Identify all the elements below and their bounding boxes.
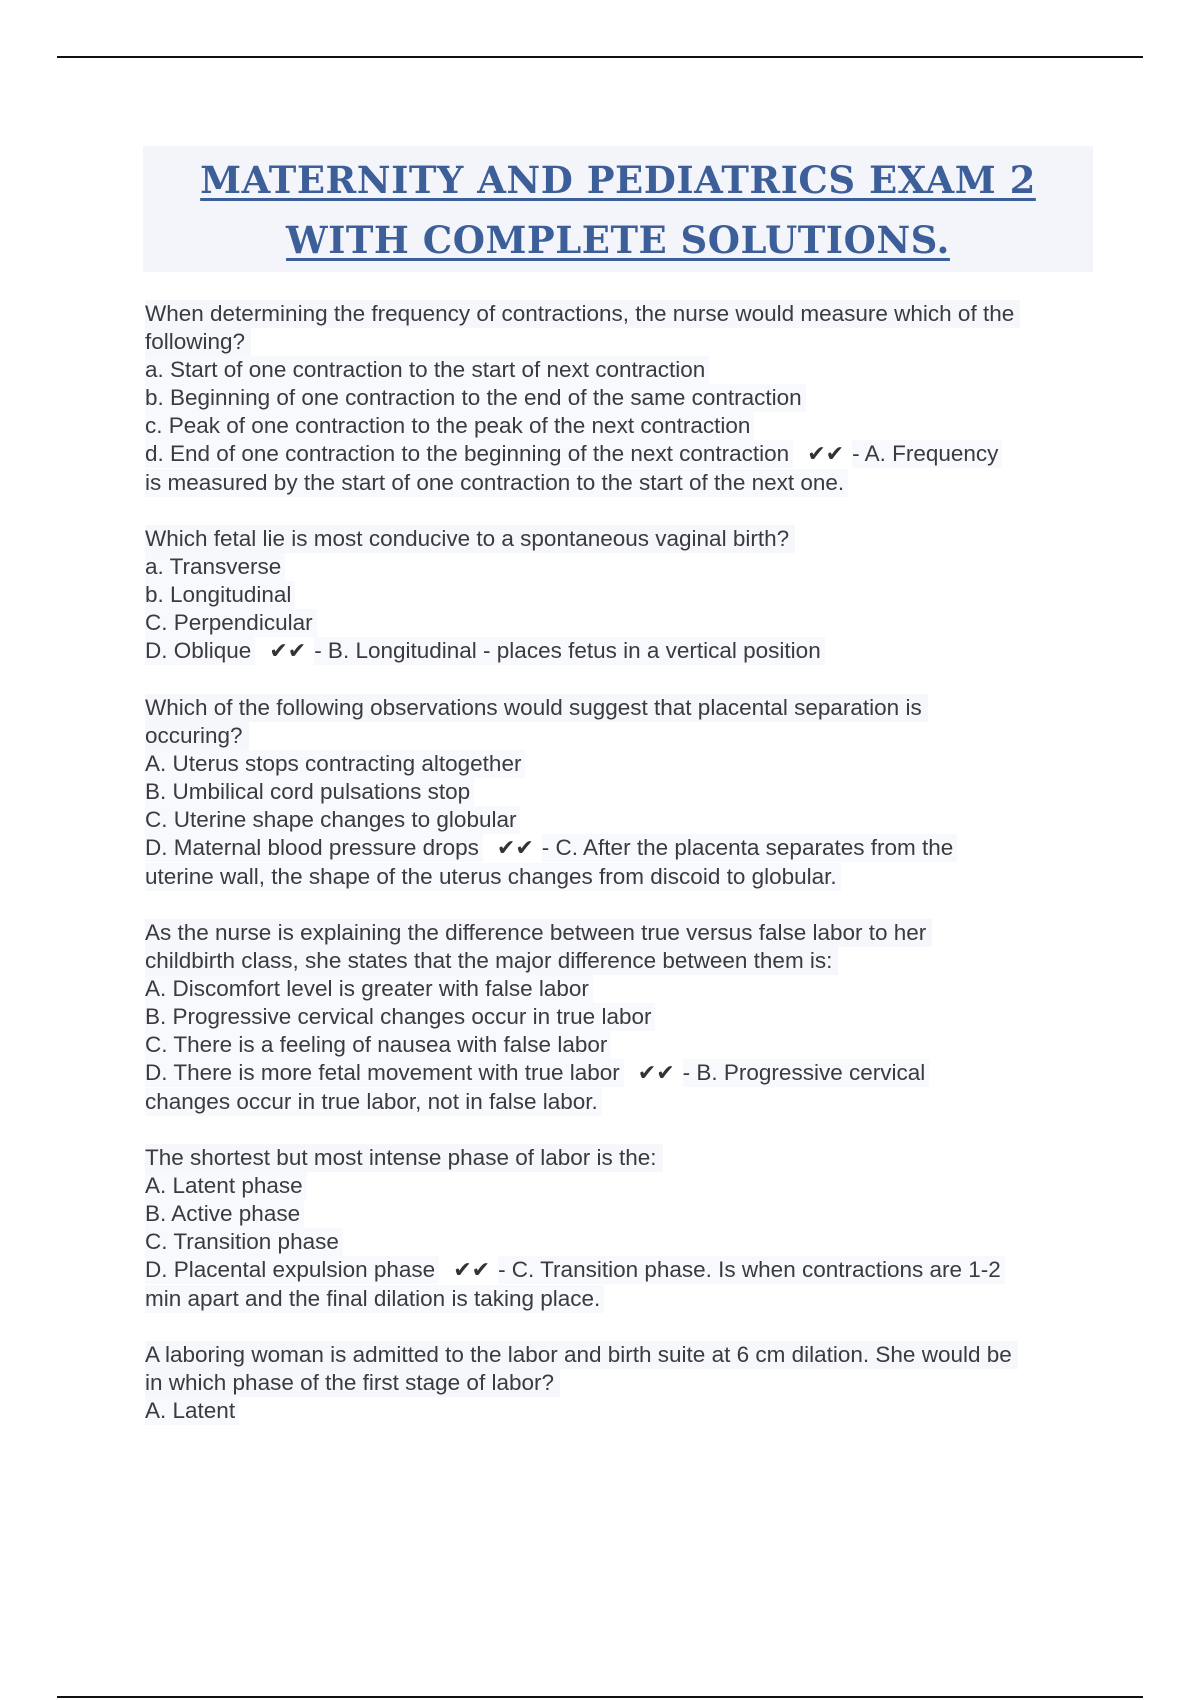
title-line-2: WITH COMPLETE SOLUTIONS. [286,218,950,262]
answer-option: D. Maternal blood pressure drops [145,834,483,862]
answer-explanation: - B. Progressive cervical [683,1059,930,1087]
check-icon: ✔✔ [807,442,845,467]
question-stem: As the nurse is explaining the difference between true versus false labor to her [145,919,932,947]
document-title [143,146,1093,270]
answer-option: A. Latent [145,1397,239,1425]
answer-option: C. There is a feeling of nausea with false labor [145,1031,611,1059]
answer-explanation: - C. After the placenta separates from the [542,834,957,862]
question-stem: When determining the frequency of contractions, the nurse would measure which of the [145,300,1020,328]
title-line-1: MATERNITY AND PEDIATRICS EXAM 2 [200,158,1036,202]
answer-option: b. Beginning of one contraction to the end of the same contraction [145,384,806,412]
question-stem: in which phase of the first stage of labor? [145,1369,560,1397]
answer-option: B. Progressive cervical changes occur in true labor [145,1003,655,1031]
footer-rule [57,1696,1143,1698]
answer-option: D. Oblique [145,637,255,665]
answer-option: D. Placental expulsion phase [145,1256,439,1284]
answer-option: A. Latent phase [145,1172,307,1200]
answer-option: C. Uterine shape changes to globular [145,806,520,834]
question-3 [145,694,1095,891]
answer-option: D. There is more fetal movement with true labor [145,1059,624,1087]
question-6 [145,1341,1095,1425]
check-icon: ✔✔ [269,639,307,664]
answer-option: C. Transition phase [145,1228,343,1256]
answer-explanation: changes occur in true labor, not in false labor. [145,1088,602,1116]
question-stem: occuring? [145,722,249,750]
header-rule [57,56,1143,58]
answer-explanation: - A. Frequency [852,440,1002,468]
answer-explanation: is measured by the start of one contraction to the start of the next one. [145,469,848,497]
check-icon: ✔✔ [637,1061,675,1086]
check-icon: ✔✔ [496,836,534,861]
answer-option: a. Start of one contraction to the start of next contraction [145,356,709,384]
question-stem: Which fetal lie is most conducive to a spontaneous vaginal birth? [145,525,795,553]
question-stem: Which of the following observations would suggest that placental separation is [145,694,928,722]
answer-option: B. Active phase [145,1200,304,1228]
question-4 [145,919,1095,1116]
question-2 [145,525,1095,666]
answer-option: c. Peak of one contraction to the peak of the next contraction [145,412,754,440]
answer-explanation: uterine wall, the shape of the uterus changes from discoid to globular. [145,863,841,891]
question-stem: following? [145,328,251,356]
answer-explanation: - C. Transition phase. Is when contractions are 1-2 [498,1256,1005,1284]
answer-option: C. Perpendicular [145,609,317,637]
question-5 [145,1144,1095,1313]
answer-option: a. Transverse [145,553,285,581]
check-icon: ✔✔ [453,1258,491,1283]
question-1 [145,300,1095,497]
answer-option: b. Longitudinal [145,581,295,609]
title-banner [143,146,1093,272]
answer-option: d. End of one contraction to the beginning of the next contraction [145,440,793,468]
answer-option: B. Umbilical cord pulsations stop [145,778,474,806]
question-stem: childbirth class, she states that the major difference between them is: [145,947,838,975]
answer-option: A. Discomfort level is greater with false labor [145,975,593,1003]
answer-explanation: min apart and the final dilation is taking place. [145,1285,604,1313]
answer-explanation: - B. Longitudinal - places fetus in a vertical position [314,637,825,665]
answer-option: A. Uterus stops contracting altogether [145,750,525,778]
question-list [145,300,1095,1453]
question-stem: A laboring woman is admitted to the labor and birth suite at 6 cm dilation. She would be [145,1341,1018,1369]
question-stem: The shortest but most intense phase of labor is the: [145,1144,663,1172]
